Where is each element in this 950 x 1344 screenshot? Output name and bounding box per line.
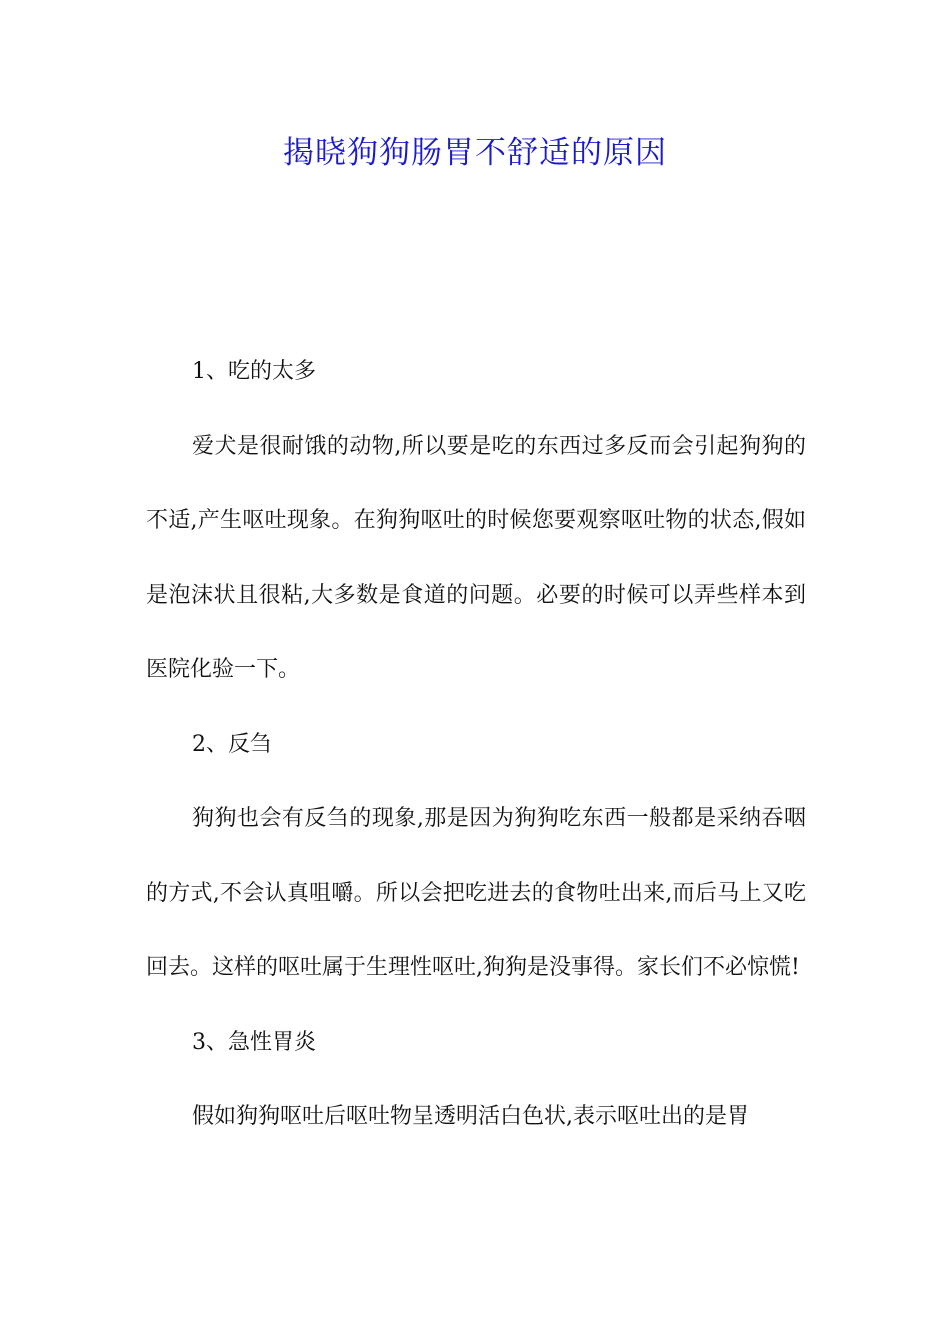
section-heading: 1、吃的太多: [192, 359, 316, 384]
document-title: 揭晓狗狗肠胃不舒适的原因: [283, 135, 667, 171]
document-body: [146, 335, 806, 1155]
section-heading: 3、急性胃炎: [192, 1029, 316, 1055]
body-paragraph: 狗狗也会有反刍的现象,那是因为狗狗吃东西一般都是采纳吞咽的方式,不会认真咀嚼。所以会把吃进去的食物吐出来,而后马上又吃回去。这样的呕吐属于生理性呕吐,狗狗是没事得。家长们不必惊慌!: [146, 806, 806, 980]
body-paragraph: 假如狗狗呕吐后呕吐物呈透明活白色状,表示呕吐出的是胃: [192, 1104, 749, 1129]
body-paragraph: 爱犬是很耐饿的动物,所以要是吃的东西过多反而会引起狗狗的不适,产生呕吐现象。在狗狗呕吐的时候您要观察呕吐物的状态,假如是泡沫状且很粘,大多数是食道的问题。必要的时候可以弄些样本到医院化验一下。: [146, 433, 806, 682]
section-heading: 2、反刍: [192, 731, 272, 757]
